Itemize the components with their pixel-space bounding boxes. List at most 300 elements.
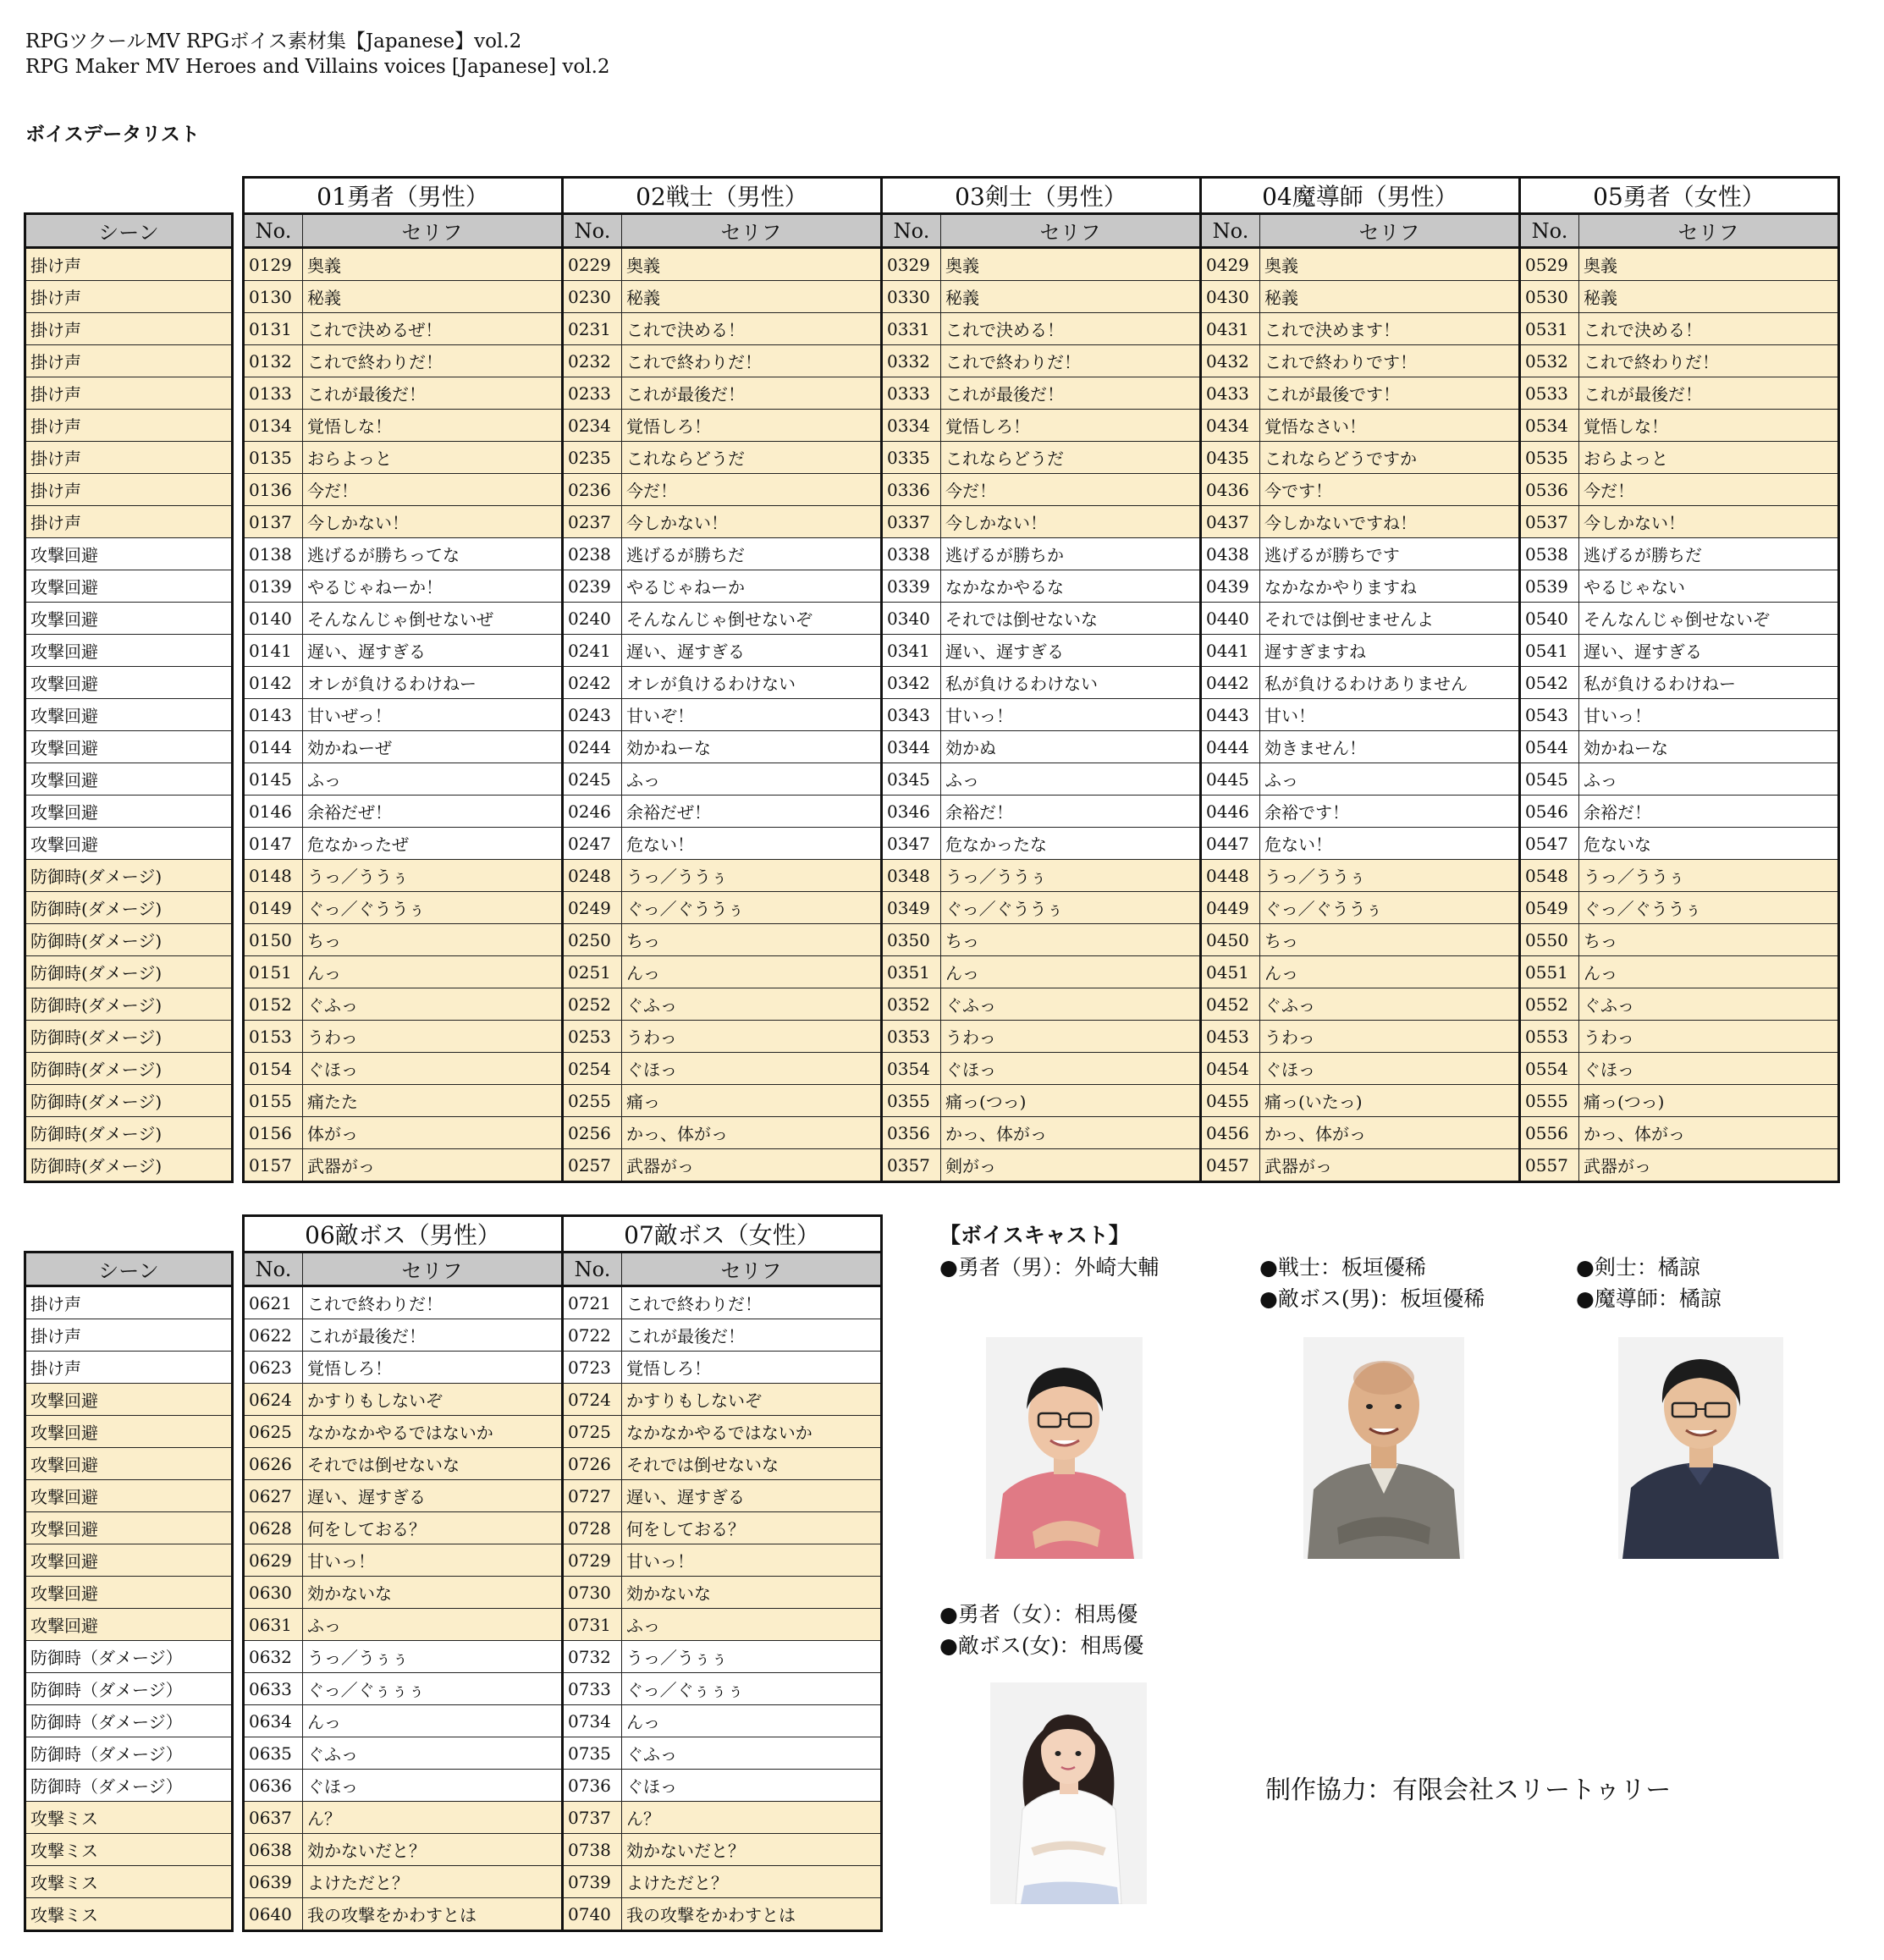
scene-cell: 攻撃回避	[25, 1416, 233, 1448]
character-group-title: 06敵ボス（男性）	[244, 1216, 563, 1253]
column-gap	[233, 924, 244, 956]
voice-line-cell: 効かないな	[303, 1577, 563, 1609]
voice-number-cell: 0257	[563, 1149, 622, 1182]
voice-line-cell: 逃げるが勝ちだ	[622, 538, 882, 570]
voice-line-cell: かっ、体がっ	[1579, 1117, 1839, 1149]
voice-number-cell: 0151	[244, 956, 303, 988]
number-column-header: No.	[563, 1253, 622, 1286]
voice-number-cell: 0556	[1520, 1117, 1579, 1149]
voice-line-cell: 今しかないですね！	[1260, 506, 1520, 538]
scene-cell: 掛け声	[25, 1286, 233, 1319]
voice-line-cell: 甘いぜっ！	[303, 699, 563, 731]
voice-number-cell: 0138	[244, 538, 303, 570]
voice-number-cell: 0134	[244, 410, 303, 442]
voice-number-cell: 0432	[1201, 345, 1260, 377]
voice-line-cell: ぐっ／ぐううぅ	[941, 892, 1201, 924]
voice-line-cell: うっ／ううぅ	[303, 860, 563, 892]
voice-number-cell: 0731	[563, 1609, 622, 1641]
table-row	[25, 1834, 882, 1866]
voice-number-cell: 0430	[1201, 281, 1260, 313]
voice-line-cell: ふっ	[303, 1609, 563, 1641]
voice-number-cell: 0355	[882, 1085, 941, 1117]
voice-number-cell: 0244	[563, 731, 622, 763]
voice-number-cell: 0254	[563, 1053, 622, 1085]
voice-actor-photo-hero-female	[990, 1682, 1147, 1904]
voice-line-cell: うわっ	[1260, 1021, 1520, 1053]
voice-number-cell: 0639	[244, 1866, 303, 1898]
voice-number-cell: 0141	[244, 635, 303, 667]
voice-number-cell: 0544	[1520, 731, 1579, 763]
voice-line-cell: 危ないな	[1579, 828, 1839, 860]
voice-line-cell: ぐほっ	[303, 1053, 563, 1085]
scene-header-spacer	[25, 178, 233, 214]
voice-line-cell: 今だ！	[303, 474, 563, 506]
voice-line-cell: 痛っ(いたっ)	[1260, 1085, 1520, 1117]
voice-line-cell: 甘いぞ！	[622, 699, 882, 731]
voice-number-cell: 0154	[244, 1053, 303, 1085]
voice-line-cell: ん？	[303, 1802, 563, 1834]
table-row	[25, 281, 1839, 313]
voice-number-cell: 0453	[1201, 1021, 1260, 1053]
scene-cell: 攻撃回避	[25, 796, 233, 828]
voice-number-cell: 0147	[244, 828, 303, 860]
column-gap	[233, 1641, 244, 1673]
table-row	[25, 1802, 882, 1834]
voice-number-cell: 0354	[882, 1053, 941, 1085]
column-gap	[233, 1216, 244, 1253]
voice-number-cell: 0723	[563, 1352, 622, 1384]
voice-line-cell: 今です！	[1260, 474, 1520, 506]
voice-line-cell: ぐふっ	[1260, 988, 1520, 1021]
table-row	[25, 538, 1839, 570]
column-gap	[233, 1286, 244, 1319]
voice-number-cell: 0230	[563, 281, 622, 313]
scene-header-spacer	[25, 1216, 233, 1253]
voice-number-cell: 0736	[563, 1770, 622, 1802]
voice-line-cell: 我の攻撃をかわすとは	[622, 1898, 882, 1931]
voice-line-cell: ぐっ／ぐぅぅぅ	[622, 1673, 882, 1705]
voice-line-cell: これが最後だ！	[622, 377, 882, 410]
voice-line-cell: 今だ！	[622, 474, 882, 506]
voice-number-cell: 0330	[882, 281, 941, 313]
voice-number-cell: 0132	[244, 345, 303, 377]
voice-line-cell: 遅い、遅すぎる	[941, 635, 1201, 667]
voice-line-cell: 痛っ(つっ)	[941, 1085, 1201, 1117]
voice-line-cell: うわっ	[1579, 1021, 1839, 1053]
column-gap	[233, 281, 244, 313]
voice-number-cell: 0637	[244, 1802, 303, 1834]
scene-cell: 掛け声	[25, 281, 233, 313]
voice-number-cell: 0335	[882, 442, 941, 474]
voice-line-cell: オレが負けるわけねー	[303, 667, 563, 699]
column-gap	[233, 506, 244, 538]
voice-number-cell: 0345	[882, 763, 941, 796]
voice-number-cell: 0554	[1520, 1053, 1579, 1085]
column-gap	[233, 1021, 244, 1053]
table-row	[25, 796, 1839, 828]
table-row	[25, 313, 1839, 345]
voice-line-cell: 覚悟しろ！	[622, 410, 882, 442]
scene-cell: 防御時(ダメージ)	[25, 860, 233, 892]
voice-line-cell: 武器がっ	[1260, 1149, 1520, 1182]
scene-cell: 攻撃回避	[25, 1544, 233, 1577]
voice-number-cell: 0236	[563, 474, 622, 506]
voice-number-cell: 0447	[1201, 828, 1260, 860]
voice-line-cell: 奥義	[941, 248, 1201, 281]
voice-number-cell: 0622	[244, 1319, 303, 1352]
scene-cell: 防御時(ダメージ)	[25, 1085, 233, 1117]
voice-number-cell: 0135	[244, 442, 303, 474]
voice-number-cell: 0145	[244, 763, 303, 796]
list-title: ボイスデータリスト	[25, 123, 200, 146]
voice-number-cell: 0545	[1520, 763, 1579, 796]
voice-line-cell: 効かねーぜ	[303, 731, 563, 763]
voice-number-cell: 0150	[244, 924, 303, 956]
voice-number-cell: 0552	[1520, 988, 1579, 1021]
cast-hero-male: ●勇者（男）：外崎大輔	[939, 1255, 1160, 1280]
scene-cell: 攻撃回避	[25, 570, 233, 603]
voice-number-cell: 0547	[1520, 828, 1579, 860]
voice-number-cell: 0333	[882, 377, 941, 410]
voice-line-cell: これが最後だ！	[622, 1319, 882, 1352]
voice-number-cell: 0623	[244, 1352, 303, 1384]
voice-number-cell: 0251	[563, 956, 622, 988]
voice-number-cell: 0435	[1201, 442, 1260, 474]
voice-number-cell: 0341	[882, 635, 941, 667]
scene-cell: 攻撃回避	[25, 1512, 233, 1544]
line-column-header: セリフ	[1260, 214, 1520, 248]
table-row	[25, 1085, 1839, 1117]
voice-number-cell: 0253	[563, 1021, 622, 1053]
scene-cell: 掛け声	[25, 506, 233, 538]
column-gap	[233, 214, 244, 248]
table-row	[25, 1149, 1839, 1182]
voice-line-cell: 余裕だ！	[941, 796, 1201, 828]
column-gap	[233, 1544, 244, 1577]
voice-number-cell: 0538	[1520, 538, 1579, 570]
scene-cell: 防御時(ダメージ)	[25, 1021, 233, 1053]
column-gap	[233, 538, 244, 570]
table-row	[25, 1480, 882, 1512]
voice-line-cell: 危なかったぜ	[303, 828, 563, 860]
voice-line-cell: 何をしておる？	[303, 1512, 563, 1544]
column-gap	[233, 603, 244, 635]
voice-number-cell: 0740	[563, 1898, 622, 1931]
voice-number-cell: 0255	[563, 1085, 622, 1117]
voice-line-cell: これで決める！	[622, 313, 882, 345]
voice-number-cell: 0352	[882, 988, 941, 1021]
production-credit: 制作協力：有限会社スリートゥリー	[1265, 1776, 1672, 1805]
voice-line-cell: 秘義	[941, 281, 1201, 313]
voice-number-cell: 0449	[1201, 892, 1260, 924]
column-gap	[233, 1898, 244, 1931]
voice-line-cell: ぐふっ	[622, 1737, 882, 1770]
voice-number-cell: 0350	[882, 924, 941, 956]
voice-number-cell: 0229	[563, 248, 622, 281]
voice-number-cell: 0546	[1520, 796, 1579, 828]
voice-line-cell: 武器がっ	[303, 1149, 563, 1182]
voice-number-cell: 0541	[1520, 635, 1579, 667]
voice-number-cell: 0237	[563, 506, 622, 538]
voice-line-cell: そんなんじゃ倒せないぞ	[1579, 603, 1839, 635]
voice-number-cell: 0344	[882, 731, 941, 763]
scene-cell: 攻撃回避	[25, 1609, 233, 1641]
table-row	[25, 763, 1839, 796]
voice-number-cell: 0442	[1201, 667, 1260, 699]
voice-number-cell: 0530	[1520, 281, 1579, 313]
voice-line-cell: 甘いっ！	[303, 1544, 563, 1577]
voice-line-cell: ふっ	[622, 763, 882, 796]
voice-number-cell: 0256	[563, 1117, 622, 1149]
voice-number-cell: 0457	[1201, 1149, 1260, 1182]
scene-cell: 掛け声	[25, 248, 233, 281]
column-gap	[233, 474, 244, 506]
column-gap	[233, 1737, 244, 1770]
voice-number-cell: 0443	[1201, 699, 1260, 731]
voice-line-cell: 武器がっ	[1579, 1149, 1839, 1182]
voice-line-cell: これで終わりです！	[1260, 345, 1520, 377]
voice-line-cell: 秘義	[303, 281, 563, 313]
column-gap	[233, 1117, 244, 1149]
voice-number-cell: 0240	[563, 603, 622, 635]
voice-line-cell: 危なかったな	[941, 828, 1201, 860]
voice-line-cell: 逃げるが勝ちです	[1260, 538, 1520, 570]
voice-line-cell: んっ	[622, 956, 882, 988]
voice-line-cell: ん？	[622, 1802, 882, 1834]
column-gap	[233, 1834, 244, 1866]
scene-cell: 攻撃ミス	[25, 1898, 233, 1931]
voice-number-cell: 0131	[244, 313, 303, 345]
line-column-header: セリフ	[303, 214, 563, 248]
voice-number-cell: 0628	[244, 1512, 303, 1544]
voice-number-cell: 0557	[1520, 1149, 1579, 1182]
voice-number-cell: 0450	[1201, 924, 1260, 956]
voice-number-cell: 0148	[244, 860, 303, 892]
voice-line-cell: うっ／うぅぅ	[303, 1641, 563, 1673]
scene-cell: 防御時（ダメージ）	[25, 1641, 233, 1673]
table-row	[25, 731, 1839, 763]
voice-number-cell: 0632	[244, 1641, 303, 1673]
column-gap	[233, 1480, 244, 1512]
column-gap	[233, 956, 244, 988]
voice-line-cell: 私が負けるわけない	[941, 667, 1201, 699]
voice-line-cell: ぐほっ	[303, 1770, 563, 1802]
voice-line-cell: 今しかない！	[622, 506, 882, 538]
table-row	[25, 988, 1839, 1021]
voice-number-cell: 0726	[563, 1448, 622, 1480]
voice-line-cell: 私が負けるわけねー	[1579, 667, 1839, 699]
voice-number-cell: 0724	[563, 1384, 622, 1416]
scene-cell: 攻撃ミス	[25, 1834, 233, 1866]
voice-number-cell: 0332	[882, 345, 941, 377]
voice-number-cell: 0231	[563, 313, 622, 345]
voice-number-cell: 0445	[1201, 763, 1260, 796]
voice-line-cell: 今だ！	[1579, 474, 1839, 506]
column-gap	[233, 1577, 244, 1609]
column-gap	[233, 313, 244, 345]
voice-line-cell: ふっ	[303, 763, 563, 796]
voice-number-cell: 0529	[1520, 248, 1579, 281]
voice-number-cell: 0534	[1520, 410, 1579, 442]
voice-number-cell: 0444	[1201, 731, 1260, 763]
cast-warrior: ●戦士：板垣優稀	[1259, 1255, 1426, 1280]
scene-cell: 防御時（ダメージ）	[25, 1673, 233, 1705]
voice-line-cell: 痛っ(つっ)	[1579, 1085, 1839, 1117]
title-en: RPG Maker MV Heroes and Villains voices [Japanese] vol.2	[25, 56, 610, 78]
column-gap	[233, 1053, 244, 1085]
table-row	[25, 1866, 882, 1898]
voice-line-cell: やるじゃねーか！	[303, 570, 563, 603]
voice-line-cell: 今だ！	[941, 474, 1201, 506]
voice-line-cell: 逃げるが勝ちだ	[1579, 538, 1839, 570]
voice-actor-photo-warrior	[1303, 1337, 1464, 1559]
voice-line-cell: 覚悟なさい！	[1260, 410, 1520, 442]
voice-line-cell: なかなかやるな	[941, 570, 1201, 603]
voice-number-cell: 0550	[1520, 924, 1579, 956]
scene-cell: 掛け声	[25, 410, 233, 442]
voice-number-cell: 0636	[244, 1770, 303, 1802]
voice-number-cell: 0629	[244, 1544, 303, 1577]
column-gap	[233, 377, 244, 410]
voice-number-cell: 0248	[563, 860, 622, 892]
voice-number-cell: 0338	[882, 538, 941, 570]
voice-line-cell: ぐふっ	[622, 988, 882, 1021]
voice-number-cell: 0139	[244, 570, 303, 603]
voice-line-cell: かっ、体がっ	[622, 1117, 882, 1149]
scene-cell: 掛け声	[25, 1352, 233, 1384]
voice-line-cell: かっ、体がっ	[1260, 1117, 1520, 1149]
voice-line-cell: かすりもしないぞ	[303, 1384, 563, 1416]
column-gap	[233, 410, 244, 442]
voice-number-cell: 0555	[1520, 1085, 1579, 1117]
voice-line-cell: 武器がっ	[622, 1149, 882, 1182]
voice-number-cell: 0146	[244, 796, 303, 828]
table-row	[25, 1577, 882, 1609]
voice-line-cell: うっ／ううぅ	[1579, 860, 1839, 892]
scene-cell: 攻撃ミス	[25, 1802, 233, 1834]
voice-line-cell: 我の攻撃をかわすとは	[303, 1898, 563, 1931]
voice-line-cell: なかなかやりますね	[1260, 570, 1520, 603]
voice-line-cell: それでは倒せないな	[303, 1448, 563, 1480]
voice-line-cell: よけただと？	[303, 1866, 563, 1898]
column-gap	[233, 635, 244, 667]
voice-number-cell: 0133	[244, 377, 303, 410]
voice-line-cell: これが最後だ！	[303, 377, 563, 410]
voice-number-cell: 0334	[882, 410, 941, 442]
scene-cell: 防御時(ダメージ)	[25, 924, 233, 956]
cast-hero-female: ●勇者（女）：相馬優	[939, 1602, 1138, 1627]
column-gap	[233, 1085, 244, 1117]
voice-number-cell: 0342	[882, 667, 941, 699]
character-group-title: 03剣士（男性）	[882, 178, 1201, 214]
table-row	[25, 248, 1839, 281]
cast-mage: ●魔導師：橘諒	[1576, 1286, 1721, 1311]
voice-number-cell: 0451	[1201, 956, 1260, 988]
voice-number-cell: 0357	[882, 1149, 941, 1182]
voice-number-cell: 0437	[1201, 506, 1260, 538]
voice-line-cell: 秘義	[622, 281, 882, 313]
voice-number-cell: 0739	[563, 1866, 622, 1898]
scene-cell: 攻撃回避	[25, 828, 233, 860]
voice-number-cell: 0349	[882, 892, 941, 924]
voice-line-cell: 遅い、遅すぎる	[1579, 635, 1839, 667]
table-row	[25, 1117, 1839, 1149]
voice-line-cell: 余裕だ！	[1579, 796, 1839, 828]
voice-line-cell: オレが負けるわけない	[622, 667, 882, 699]
voice-line-cell: 効かねーな	[1579, 731, 1839, 763]
voice-line-cell: うっ／うぅぅ	[622, 1641, 882, 1673]
voice-line-cell: ぐほっ	[1579, 1053, 1839, 1085]
voice-number-cell: 0351	[882, 956, 941, 988]
voice-line-cell: ちっ	[622, 924, 882, 956]
voice-number-cell: 0539	[1520, 570, 1579, 603]
voice-line-cell: ふっ	[1579, 763, 1839, 796]
voice-line-cell: 効かぬ	[941, 731, 1201, 763]
voice-line-cell: 奥義	[1579, 248, 1839, 281]
voice-number-cell: 0130	[244, 281, 303, 313]
scene-cell: 防御時（ダメージ）	[25, 1705, 233, 1737]
voice-number-cell: 0336	[882, 474, 941, 506]
voice-line-cell: 甘い！	[1260, 699, 1520, 731]
voice-line-cell: 奥義	[303, 248, 563, 281]
voice-number-cell: 0553	[1520, 1021, 1579, 1053]
voice-number-cell: 0531	[1520, 313, 1579, 345]
scene-column-header: シーン	[25, 1253, 233, 1286]
voice-line-cell: これで決める！	[941, 313, 1201, 345]
voice-line-cell: 遅い、遅すぎる	[622, 635, 882, 667]
voice-number-cell: 0433	[1201, 377, 1260, 410]
scene-cell: 攻撃回避	[25, 699, 233, 731]
column-gap	[233, 731, 244, 763]
cast-title: 【ボイスキャスト】	[939, 1223, 1130, 1247]
table-row	[25, 635, 1839, 667]
table-row	[25, 956, 1839, 988]
number-column-header: No.	[1201, 214, 1260, 248]
voice-line-cell: 覚悟しな！	[1579, 410, 1839, 442]
voice-line-cell: んっ	[303, 1705, 563, 1737]
scene-cell: 防御時(ダメージ)	[25, 1053, 233, 1085]
voice-number-cell: 0455	[1201, 1085, 1260, 1117]
voice-number-cell: 0356	[882, 1117, 941, 1149]
voice-line-cell: 覚悟しろ！	[941, 410, 1201, 442]
voice-line-cell: 覚悟しな！	[303, 410, 563, 442]
voice-number-cell: 0454	[1201, 1053, 1260, 1085]
voice-number-cell: 0730	[563, 1577, 622, 1609]
number-column-header: No.	[1520, 214, 1579, 248]
table-row	[25, 506, 1839, 538]
table-row	[25, 667, 1839, 699]
number-column-header: No.	[244, 214, 303, 248]
table-row	[25, 1609, 882, 1641]
voice-line-cell: 剣がっ	[941, 1149, 1201, 1182]
column-gap	[233, 1609, 244, 1641]
scene-cell: 掛け声	[25, 442, 233, 474]
scene-column-header: シーン	[25, 214, 233, 248]
voice-line-cell: これが最後だ！	[941, 377, 1201, 410]
voice-line-cell: そんなんじゃ倒せないぜ	[303, 603, 563, 635]
voice-number-cell: 0252	[563, 988, 622, 1021]
voice-line-cell: 奥義	[622, 248, 882, 281]
voice-number-cell: 0136	[244, 474, 303, 506]
voice-line-cell: 体がっ	[303, 1117, 563, 1149]
voice-line-cell: 甘いっ！	[1579, 699, 1839, 731]
scene-cell: 攻撃回避	[25, 1448, 233, 1480]
cast-swordsman: ●剣士：橘諒	[1576, 1255, 1700, 1280]
voice-number-cell: 0242	[563, 667, 622, 699]
scene-cell: 攻撃回避	[25, 731, 233, 763]
voice-line-cell: 奥義	[1260, 248, 1520, 281]
voice-line-cell: これで終わりだ！	[622, 345, 882, 377]
